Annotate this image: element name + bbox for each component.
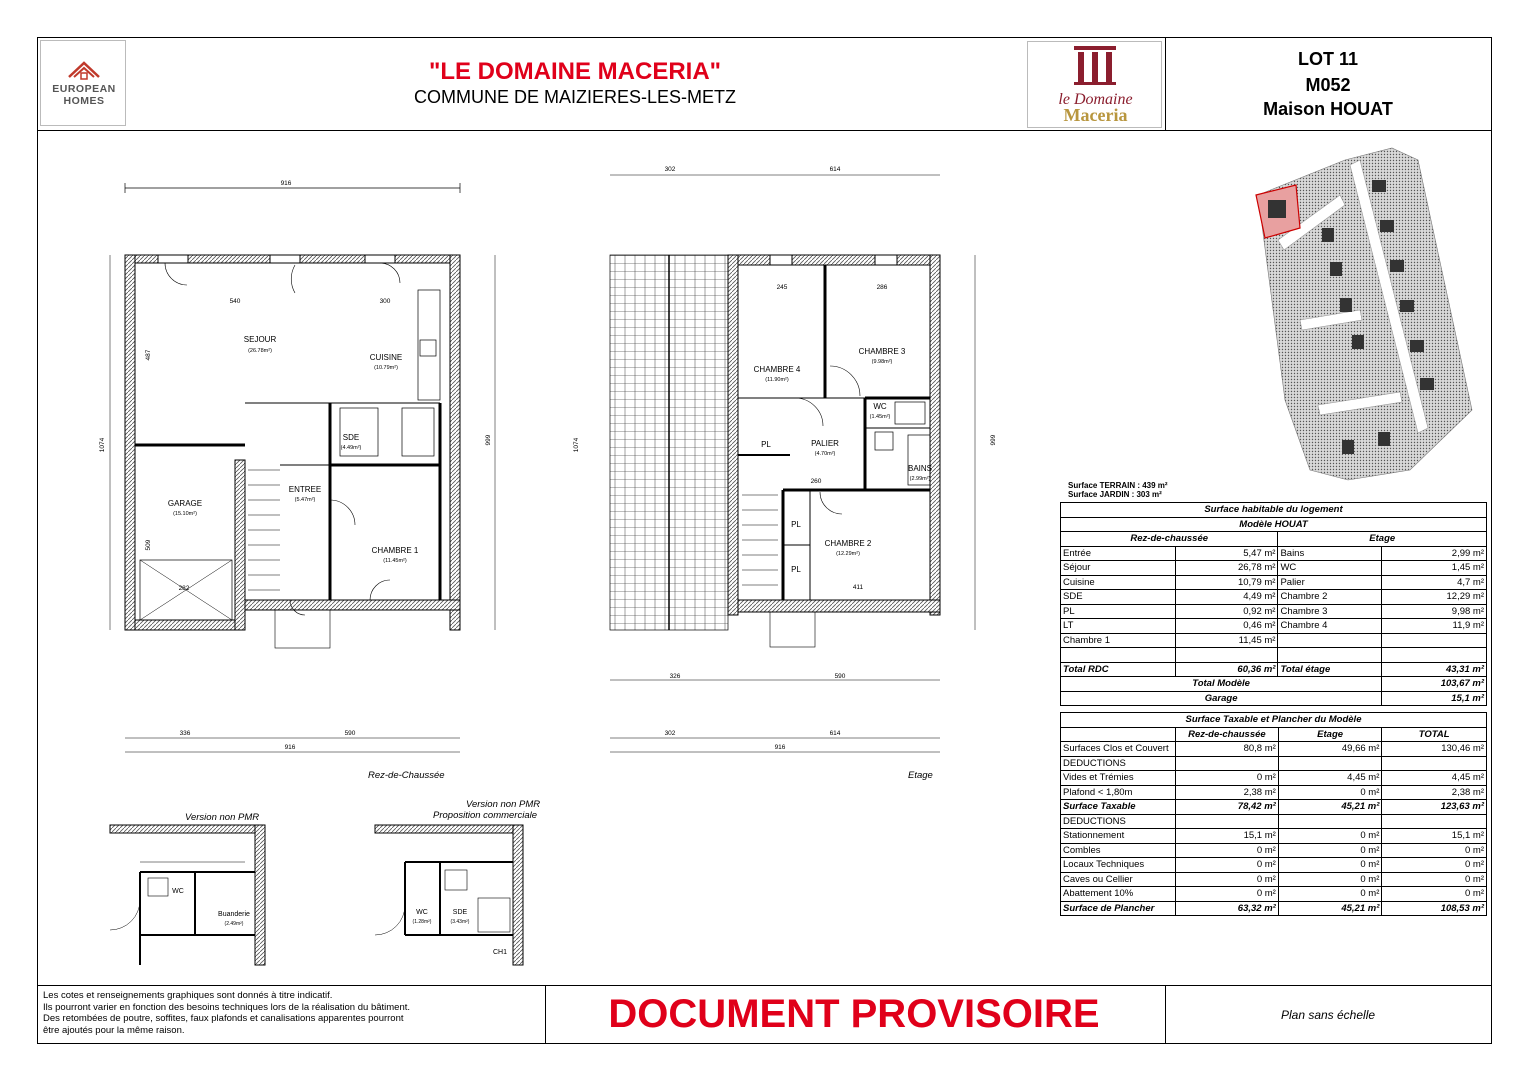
dim-et-999: 999 bbox=[990, 434, 997, 446]
st-rdc: 0 m² bbox=[1175, 872, 1278, 887]
st-total: 130,46 m² bbox=[1382, 742, 1487, 757]
project-title: "LE DOMAINE MACERIA" bbox=[428, 58, 722, 85]
sh-row bbox=[1061, 546, 1487, 561]
room-v2-sde-area: (3.43m²) bbox=[450, 919, 470, 925]
dim-et-411: 411 bbox=[852, 584, 864, 591]
sh-rdc-area: 26,78 m² bbox=[1175, 561, 1278, 576]
sh-etage-room: Palier bbox=[1278, 575, 1382, 590]
sh-total-modele-label: Total Modèle bbox=[1061, 677, 1382, 692]
surface-jardin: Surface JARDIN : 303 m² bbox=[1068, 490, 1162, 499]
sh-col-etage: Etage bbox=[1278, 532, 1487, 547]
st-total: 0 m² bbox=[1382, 872, 1487, 887]
sh-etage-area: 9,98 m² bbox=[1382, 604, 1487, 619]
st-row bbox=[1061, 800, 1487, 815]
sh-rdc-area: 0,92 m² bbox=[1175, 604, 1278, 619]
room-sejour: SEJOUR bbox=[243, 335, 277, 344]
room-chambre1-area: (11.45m²) bbox=[383, 558, 407, 564]
st-label: Surface de Plancher bbox=[1061, 901, 1176, 916]
domaine-logo-line1: le Domaine bbox=[1058, 91, 1133, 108]
st-label: Plafond < 1,80m bbox=[1061, 785, 1176, 800]
dim-et-260: 260 bbox=[810, 478, 822, 485]
room-v2-sde: SDE bbox=[452, 909, 468, 916]
st-label: Locaux Techniques bbox=[1061, 858, 1176, 873]
disclaimer-line: être ajoutés pour la même raison. bbox=[43, 1024, 185, 1036]
st-rdc: 63,32 m² bbox=[1175, 901, 1278, 916]
st-rdc: 0 m² bbox=[1175, 887, 1278, 902]
st-etage: 45,21 m² bbox=[1278, 901, 1382, 916]
sh-row bbox=[1061, 561, 1487, 576]
st-label: Stationnement bbox=[1061, 829, 1176, 844]
sh-rdc-area: 4,49 m² bbox=[1175, 590, 1278, 605]
st-row bbox=[1061, 785, 1487, 800]
st-row bbox=[1061, 872, 1487, 887]
project-subtitle: COMMUNE DE MAIZIERES-LES-METZ bbox=[413, 87, 736, 107]
surface-habitable-table bbox=[1060, 502, 1487, 706]
dim-rdc-590: 590 bbox=[344, 730, 356, 737]
st-col-etage: Etage bbox=[1278, 727, 1382, 742]
st-total: 108,53 m² bbox=[1382, 901, 1487, 916]
disclaimer-line: Des retombées de poutre, soffites, faux plafonds et canalisations apparentes pourront bbox=[43, 1013, 404, 1024]
dim-et-916: 916 bbox=[774, 744, 786, 751]
sh-etage-area: 11,9 m² bbox=[1382, 619, 1487, 634]
st-etage bbox=[1278, 814, 1382, 829]
sh-rdc-room: Séjour bbox=[1061, 561, 1176, 576]
room-wc-area: (1.45m²) bbox=[869, 414, 891, 420]
room-wc: WC bbox=[873, 402, 887, 411]
room-buanderie-area: (2.49m²) bbox=[224, 921, 244, 927]
st-rdc: 80,8 m² bbox=[1175, 742, 1278, 757]
dim-et-590: 590 bbox=[834, 673, 846, 680]
sh-garage-label: Garage bbox=[1061, 691, 1382, 706]
room-ch3-area: (9.98m²) bbox=[871, 359, 893, 365]
st-total bbox=[1382, 814, 1487, 829]
dim-rdc-bottom: 916 bbox=[284, 744, 296, 751]
st-etage: 45,21 m² bbox=[1278, 800, 1382, 815]
st-rdc: 2,38 m² bbox=[1175, 785, 1278, 800]
dim-et-302: 302 bbox=[664, 166, 676, 173]
surface-taxable-table bbox=[1060, 712, 1487, 916]
room-pl-2: PL bbox=[791, 520, 801, 529]
st-etage: 0 m² bbox=[1278, 858, 1382, 873]
st-etage: 4,45 m² bbox=[1278, 771, 1382, 786]
dim-et-614: 614 bbox=[829, 166, 841, 173]
sh-rdc-room: SDE bbox=[1061, 590, 1176, 605]
st-rdc: 15,1 m² bbox=[1175, 829, 1278, 844]
brand-line1: EUROPEAN bbox=[52, 83, 116, 95]
st-total: 0 m² bbox=[1382, 858, 1487, 873]
sh-rdc-area: 10,79 m² bbox=[1175, 575, 1278, 590]
st-label: Surfaces Clos et Couvert bbox=[1061, 742, 1176, 757]
st-row bbox=[1061, 742, 1487, 757]
version2-plan bbox=[375, 825, 523, 965]
st-row bbox=[1061, 858, 1487, 873]
dim-et-326: 326 bbox=[669, 673, 681, 680]
st-row bbox=[1061, 843, 1487, 858]
room-sejour-area: (26.78m²) bbox=[248, 348, 272, 354]
site-map bbox=[1256, 148, 1472, 480]
sh-etage-room: WC bbox=[1278, 561, 1382, 576]
room-v1-wc: WC bbox=[172, 888, 184, 895]
room-garage-area: (15.10m²) bbox=[173, 511, 197, 517]
st-col-rdc: Rez-de-chaussée bbox=[1175, 727, 1278, 742]
label-version2-line2: Proposition commerciale bbox=[433, 810, 538, 821]
room-ch2: CHAMBRE 2 bbox=[824, 539, 872, 548]
sh-model: Modèle HOUAT bbox=[1061, 517, 1487, 532]
st-row bbox=[1061, 901, 1487, 916]
dim-rdc-999: 999 bbox=[485, 434, 492, 446]
sh-row bbox=[1061, 633, 1487, 648]
dim-rdc-540: 540 bbox=[229, 298, 241, 305]
dim-et-614b: 614 bbox=[829, 730, 841, 737]
room-v2-wc-area: (1.28m²) bbox=[412, 919, 432, 925]
room-buanderie: Buanderie bbox=[218, 911, 250, 918]
room-sde-area: (4.49m²) bbox=[340, 445, 362, 451]
etage-room-labels bbox=[754, 347, 932, 574]
st-etage: 0 m² bbox=[1278, 872, 1382, 887]
st-etage: 49,66 m² bbox=[1278, 742, 1382, 757]
st-etage: 0 m² bbox=[1278, 829, 1382, 844]
st-label: Vides et Trémies bbox=[1061, 771, 1176, 786]
sh-row bbox=[1061, 575, 1487, 590]
lot-number: LOT 11 bbox=[1297, 49, 1359, 69]
sh-rdc-room: Entrée bbox=[1061, 546, 1176, 561]
dim-rdc-1074: 1074 bbox=[99, 437, 106, 453]
st-col-empty bbox=[1061, 727, 1176, 742]
st-rdc: 78,42 m² bbox=[1175, 800, 1278, 815]
sh-total-rdc: 60,36 m² bbox=[1175, 662, 1278, 677]
st-label: Abattement 10% bbox=[1061, 887, 1176, 902]
sh-row bbox=[1061, 619, 1487, 634]
sh-rdc-room: Chambre 1 bbox=[1061, 633, 1176, 648]
version2-labels bbox=[413, 909, 508, 956]
room-bains: BAINS bbox=[907, 464, 933, 473]
sh-total-etage: 43,31 m² bbox=[1382, 662, 1487, 677]
st-label: DEDUCTIONS bbox=[1061, 756, 1176, 771]
disclaimer-line: Ils pourront varier en fonction des besoins techniques lors de la réalisation du bâtiment. bbox=[43, 1001, 411, 1013]
sh-total-modele: 103,67 m² bbox=[1382, 677, 1487, 692]
surface-terrain: Surface TERRAIN : 439 m² bbox=[1068, 481, 1168, 490]
dim-rdc-top: 916 bbox=[280, 180, 292, 187]
sh-rdc-room: Cuisine bbox=[1061, 575, 1176, 590]
sh-rdc-room: PL bbox=[1061, 604, 1176, 619]
st-total: 0 m² bbox=[1382, 887, 1487, 902]
sh-garage: 15,1 m² bbox=[1382, 691, 1487, 706]
st-rdc: 0 m² bbox=[1175, 771, 1278, 786]
st-rdc bbox=[1175, 814, 1278, 829]
room-ch2-area: (12.29m²) bbox=[836, 551, 860, 557]
sh-total-etage-label: Total étage bbox=[1278, 662, 1382, 677]
dim-et-245: 245 bbox=[776, 284, 788, 291]
model-code: M052 bbox=[1305, 75, 1351, 95]
st-label: DEDUCTIONS bbox=[1061, 814, 1176, 829]
st-row bbox=[1061, 756, 1487, 771]
sh-row bbox=[1061, 604, 1487, 619]
room-pl-1: PL bbox=[761, 440, 771, 449]
st-row bbox=[1061, 814, 1487, 829]
st-etage: 0 m² bbox=[1278, 785, 1382, 800]
sh-etage-area: 2,99 m² bbox=[1382, 546, 1487, 561]
dim-et-302b: 302 bbox=[664, 730, 676, 737]
st-row bbox=[1061, 887, 1487, 902]
st-row bbox=[1061, 771, 1487, 786]
rdc-plan bbox=[110, 183, 495, 752]
sh-rdc-area bbox=[1175, 648, 1278, 663]
sh-rdc-room bbox=[1061, 648, 1176, 663]
dim-et-1074: 1074 bbox=[573, 437, 580, 453]
st-title: Surface Taxable et Plancher du Modèle bbox=[1061, 713, 1487, 728]
sh-total-rdc-label: Total RDC bbox=[1061, 662, 1176, 677]
sh-title: Surface habitable du logement bbox=[1061, 503, 1487, 518]
sh-etage-area: 4,7 m² bbox=[1382, 575, 1487, 590]
room-palier-area: (4.70m²) bbox=[814, 451, 836, 457]
brand-line2: HOMES bbox=[63, 95, 105, 107]
document-provisoire: DOCUMENT PROVISOIRE bbox=[608, 992, 1100, 1036]
room-pl-3: PL bbox=[791, 565, 801, 574]
model-name: Maison HOUAT bbox=[1263, 99, 1393, 119]
label-version1: Version non PMR bbox=[185, 812, 260, 823]
sh-etage-room bbox=[1278, 633, 1382, 648]
st-label: Surface Taxable bbox=[1061, 800, 1176, 815]
st-rdc bbox=[1175, 756, 1278, 771]
st-total: 15,1 m² bbox=[1382, 829, 1487, 844]
sh-rdc-area: 11,45 m² bbox=[1175, 633, 1278, 648]
st-row bbox=[1061, 829, 1487, 844]
dim-et-286: 286 bbox=[876, 284, 888, 291]
room-ch4: CHAMBRE 4 bbox=[753, 365, 801, 374]
room-ch4-area: (11.90m²) bbox=[765, 377, 789, 383]
st-total: 123,63 m² bbox=[1382, 800, 1487, 815]
st-rdc: 0 m² bbox=[1175, 843, 1278, 858]
sh-row bbox=[1061, 590, 1487, 605]
version1-labels bbox=[172, 888, 250, 927]
plan-echelle: Plan sans échelle bbox=[1280, 1008, 1376, 1022]
version1-plan bbox=[110, 825, 265, 965]
sh-rdc-room: LT bbox=[1061, 619, 1176, 634]
room-entree-area: (5.47m²) bbox=[294, 497, 316, 503]
sh-etage-room: Bains bbox=[1278, 546, 1382, 561]
dim-rdc-282: 282 bbox=[178, 585, 190, 592]
room-ch3: CHAMBRE 3 bbox=[858, 347, 906, 356]
sh-etage-area bbox=[1382, 648, 1487, 663]
room-v2-wc: WC bbox=[416, 909, 428, 916]
domaine-logo-line2: Maceria bbox=[1063, 105, 1128, 125]
label-rdc: Rez-de-Chaussée bbox=[368, 770, 445, 781]
dim-rdc-300: 300 bbox=[379, 298, 391, 305]
room-chambre1: CHAMBRE 1 bbox=[371, 546, 419, 555]
room-v2-ch1: CH1 bbox=[492, 949, 508, 956]
sh-etage-area: 12,29 m² bbox=[1382, 590, 1487, 605]
label-etage: Etage bbox=[908, 770, 933, 781]
disclaimer bbox=[43, 990, 533, 1036]
sh-col-rdc: Rez-de-chaussée bbox=[1061, 532, 1278, 547]
sh-etage-room: Chambre 4 bbox=[1278, 619, 1382, 634]
sh-etage-room: Chambre 3 bbox=[1278, 604, 1382, 619]
st-etage: 0 m² bbox=[1278, 843, 1382, 858]
st-label: Caves ou Cellier bbox=[1061, 872, 1176, 887]
room-entree: ENTREE bbox=[288, 485, 322, 494]
sh-etage-room: Chambre 2 bbox=[1278, 590, 1382, 605]
st-total bbox=[1382, 756, 1487, 771]
st-total: 2,38 m² bbox=[1382, 785, 1487, 800]
room-bains-area: (2.99m²) bbox=[909, 476, 931, 482]
room-sde: SDE bbox=[342, 433, 360, 442]
rdc-room-labels bbox=[168, 335, 419, 564]
room-cuisine: CUISINE bbox=[369, 353, 403, 362]
st-total: 0 m² bbox=[1382, 843, 1487, 858]
sh-etage-area bbox=[1382, 633, 1487, 648]
sh-etage-area: 1,45 m² bbox=[1382, 561, 1487, 576]
st-label: Combles bbox=[1061, 843, 1176, 858]
st-rdc: 0 m² bbox=[1175, 858, 1278, 873]
label-version2-line1: Version non PMR bbox=[466, 799, 541, 810]
sh-row bbox=[1061, 648, 1487, 663]
sh-etage-room bbox=[1278, 648, 1382, 663]
st-etage bbox=[1278, 756, 1382, 771]
st-etage: 0 m² bbox=[1278, 887, 1382, 902]
disclaimer-line: Les cotes et renseignements graphiques sont donnés à titre indicatif. bbox=[43, 990, 333, 1001]
sh-rdc-area: 0,46 m² bbox=[1175, 619, 1278, 634]
room-cuisine-area: (10.79m²) bbox=[374, 365, 398, 371]
st-col-total: TOTAL bbox=[1382, 727, 1487, 742]
dim-rdc-487: 487 bbox=[145, 349, 152, 361]
dim-rdc-336: 336 bbox=[179, 730, 191, 737]
st-total: 4,45 m² bbox=[1382, 771, 1487, 786]
room-garage: GARAGE bbox=[167, 499, 203, 508]
room-palier: PALIER bbox=[811, 439, 839, 448]
sh-rdc-area: 5,47 m² bbox=[1175, 546, 1278, 561]
dim-rdc-509: 509 bbox=[145, 539, 152, 551]
